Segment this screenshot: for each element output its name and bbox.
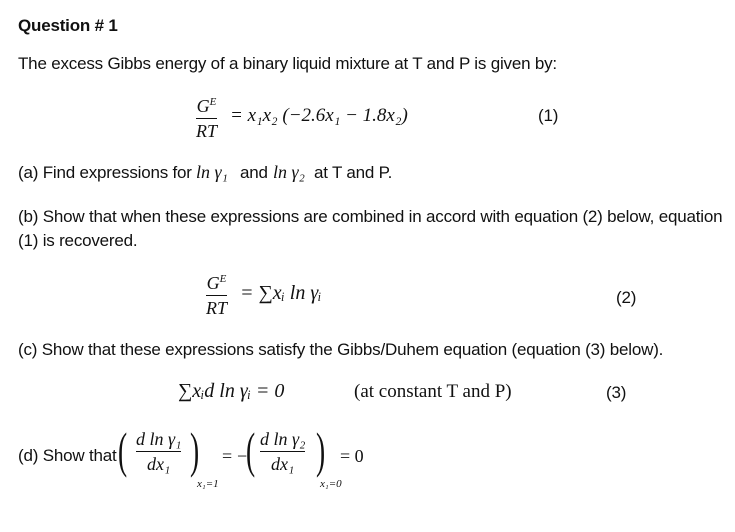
question-heading: Question # 1 xyxy=(18,16,118,35)
part-a-prefix: (a) Find expressions for xyxy=(18,163,192,182)
part-a-ln-gamma2: ln γ₂ xyxy=(273,162,305,182)
eq3-number: (3) xyxy=(606,383,627,402)
left-paren-1: ( xyxy=(118,422,128,478)
eq1-number: (1) xyxy=(538,106,559,125)
part-d-prefix: (d) Show that xyxy=(18,446,117,465)
eq2-fraction xyxy=(206,269,227,318)
right-paren-1: ) xyxy=(190,422,200,478)
part-a-and: and xyxy=(240,163,268,182)
derivative-1-denominator: dx₁ xyxy=(147,454,171,474)
left-paren-2: ( xyxy=(246,422,256,478)
eq1-rhs: = x₁x₂ (−2.6x₁ − 1.8x₂) xyxy=(230,105,408,126)
part-d-result: = 0 xyxy=(340,446,364,466)
right-paren-2: ) xyxy=(316,422,326,478)
eq1-numerator: G xyxy=(196,96,210,116)
part-a-ln-gamma1: ln γ₁ xyxy=(196,162,228,182)
derivative-2-denominator: dx₁ xyxy=(271,454,295,474)
eq1-denominator: RT xyxy=(196,121,218,141)
part-b-line1: (b) Show that when these expressions are combined in accord with equation (2) below, equation xyxy=(18,207,723,226)
eq1-numerator-sup: E xyxy=(209,96,217,108)
eq2-denominator: RT xyxy=(206,298,228,318)
eq2-rhs: = ∑xᵢ ln γᵢ xyxy=(240,282,322,304)
eq2-numerator: G xyxy=(206,273,220,293)
minus-sign: − xyxy=(237,446,248,466)
derivative-2-subscript: x₁=0 xyxy=(320,478,342,490)
part-b-line2: (1) is recovered. xyxy=(18,231,138,250)
eq3-lhs: ∑xᵢd ln γᵢ = 0 xyxy=(178,380,285,402)
eq2-number: (2) xyxy=(616,288,637,307)
part-c-text: (c) Show that these expressions satisfy the Gibbs/Duhem equation (equation (3) below). xyxy=(18,340,664,359)
intro-text: The excess Gibbs energy of a binary liquid mixture at T and P is given by: xyxy=(18,54,557,73)
eq3-condition: (at constant T and P) xyxy=(354,381,512,402)
derivative-1-numerator: d ln γ₁ xyxy=(136,429,182,449)
part-d-equals: = xyxy=(222,446,233,466)
derivative-2 xyxy=(260,429,305,474)
derivative-1 xyxy=(136,429,181,474)
derivative-2-numerator: d ln γ₂ xyxy=(260,429,306,449)
eq2-numerator-sup: E xyxy=(219,273,227,285)
eq1-fraction xyxy=(196,92,217,141)
derivative-1-subscript: x₁=1 xyxy=(197,478,219,490)
part-a-suffix: at T and P. xyxy=(314,163,393,182)
